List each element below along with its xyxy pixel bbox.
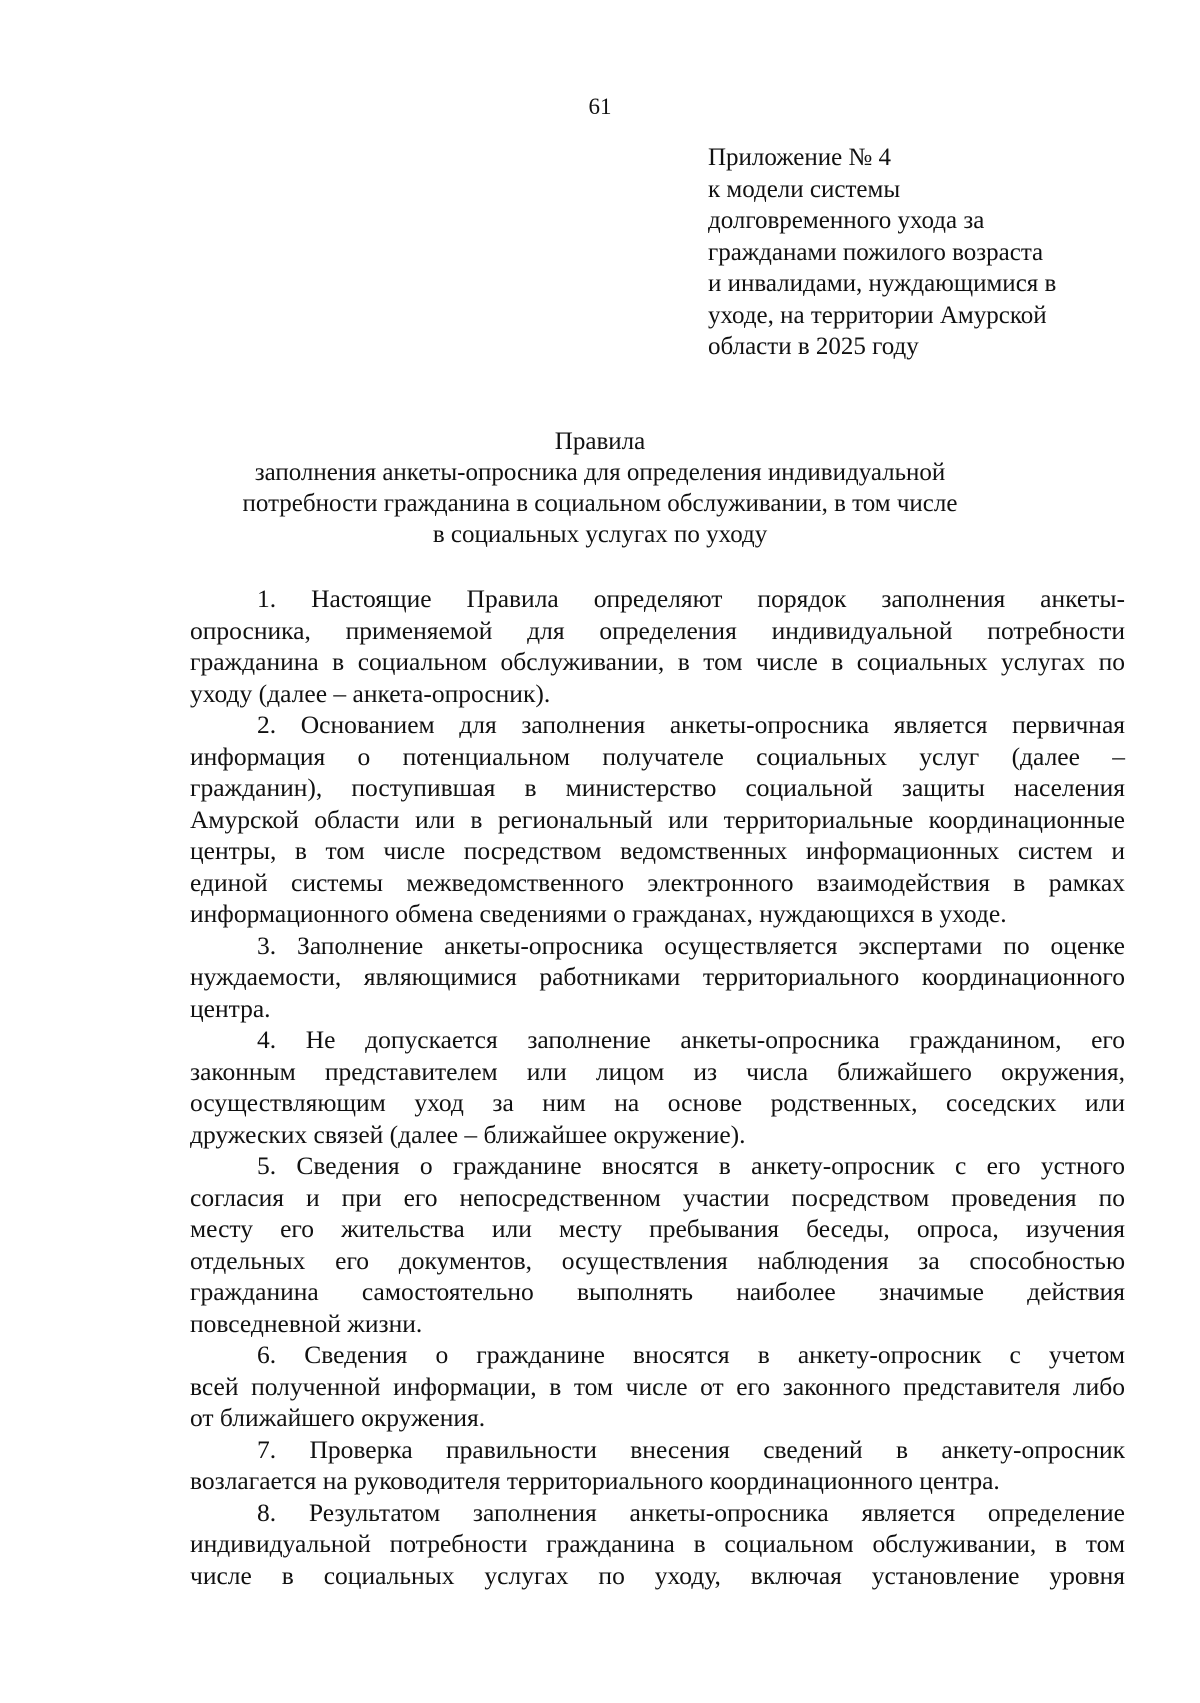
paragraph-line: отдельных его документов, осуществления наблюдения за способностью [190, 1245, 1125, 1275]
document-body [190, 583, 1125, 1591]
document-title [150, 426, 1050, 550]
paragraph-4 [190, 1024, 1125, 1150]
paragraph-line: законным представителем или лицом из числа ближайшего окружения, [190, 1056, 1125, 1086]
paragraph-line: 1. Настоящие Правила определяют порядок заполнения анкеты- [257, 584, 1125, 613]
paragraph-line: центры, в том числе посредством ведомственных информационных систем и [190, 836, 1125, 865]
page-number: 61 [588, 94, 612, 119]
paragraph-line: месту его жительства или месту пребывания беседы, опроса, изучения [190, 1214, 1125, 1243]
paragraph-6 [190, 1339, 1125, 1434]
paragraph-line: гражданин), поступившая в министерство социальной защиты населения [190, 773, 1125, 802]
paragraph-line: повседневной жизни. [190, 1308, 423, 1338]
paragraph-line: от ближайшего окружения. [190, 1403, 486, 1432]
paragraph-line: центра. [190, 993, 271, 1023]
paragraph-line: единой системы межведомственного электронного взаимодействия в рамках [190, 867, 1125, 897]
paragraph-line: 8. Результатом заполнения анкеты-опросника является определение [257, 1497, 1125, 1527]
paragraph-line: возлагается на руководителя территориального координационного центра. [190, 1466, 1000, 1495]
appendix-line: гражданами пожилого возраста [708, 238, 1044, 266]
paragraph-line: 4. Не допускается заполнение анкеты-опросника гражданином, его [257, 1025, 1125, 1054]
paragraph-line: 3. Заполнение анкеты-опросника осуществляется экспертами по оценке [257, 930, 1125, 960]
paragraph-3 [190, 930, 1125, 1025]
paragraph-line: 7. Проверка правильности внесения сведений в анкету-опросник [257, 1434, 1125, 1464]
title-line: в социальных услугах по уходу [432, 521, 768, 548]
appendix-line: и инвалидами, нуждающимися в [708, 270, 1057, 297]
paragraph-line: 6. Сведения о гражданине вносятся в анкету-опросник с учетом [257, 1340, 1125, 1369]
appendix-line: области в 2025 году [708, 333, 919, 360]
appendix-note [708, 142, 1158, 363]
appendix-line: Приложение № 4 [708, 144, 892, 171]
paragraph-line: осуществляющим уход за ним на основе родственных, соседских или [190, 1088, 1125, 1117]
paragraph-line: дружеских связей (далее – ближайшее окружение). [190, 1119, 746, 1149]
paragraph-line: информационного обмена сведениями о гражданах, нуждающихся в уходе. [190, 899, 1007, 928]
paragraph-line: числе в социальных услугах по уходу, включая установление уровня [190, 1560, 1125, 1590]
paragraph-7 [190, 1434, 1125, 1497]
appendix-line: к модели системы [708, 175, 901, 203]
paragraph-8 [190, 1497, 1125, 1592]
paragraph-line: индивидуальной потребности гражданина в социальном обслуживании, в том [190, 1529, 1125, 1558]
title-line: потребности гражданина в социальном обслуживании, в том числе [242, 490, 958, 517]
appendix-line: долговременного ухода за [708, 207, 985, 234]
paragraph-line: гражданина самостоятельно выполнять наиболее значимые действия [190, 1277, 1125, 1306]
paragraph-line: нуждаемости, являющимися работниками территориального координационного [190, 962, 1125, 991]
paragraph-line: согласия и при его непосредственном участии посредством проведения по [190, 1182, 1125, 1212]
title-line: заполнения анкеты-опросника для определения индивидуальной [254, 459, 946, 486]
paragraph-line: уходу (далее – анкета-опросник). [190, 678, 551, 708]
appendix-line: уходе, на территории Амурской [708, 301, 1047, 329]
paragraph-line: 2. Основанием для заполнения анкеты-опросника является первичная [257, 710, 1125, 739]
title-heading: Правила [554, 428, 646, 455]
paragraph-5 [190, 1150, 1125, 1339]
paragraph-line: гражданина в социальном обслуживании, в том числе в социальных услугах по [190, 647, 1125, 676]
paragraph-line: опросника, применяемой для определения индивидуальной потребности [190, 615, 1125, 645]
paragraph-line: Амурской области или в региональный или территориальные координационные [190, 804, 1125, 834]
paragraph-line: 5. Сведения о гражданине вносятся в анкету-опросник с его устного [257, 1151, 1125, 1180]
paragraph-2 [190, 709, 1125, 930]
paragraph-1 [190, 583, 1125, 709]
paragraph-line: всей полученной информации, в том числе от его законного представителя либо [190, 1371, 1125, 1401]
paragraph-line: информация о потенциальном получателе социальных услуг (далее – [190, 741, 1125, 771]
